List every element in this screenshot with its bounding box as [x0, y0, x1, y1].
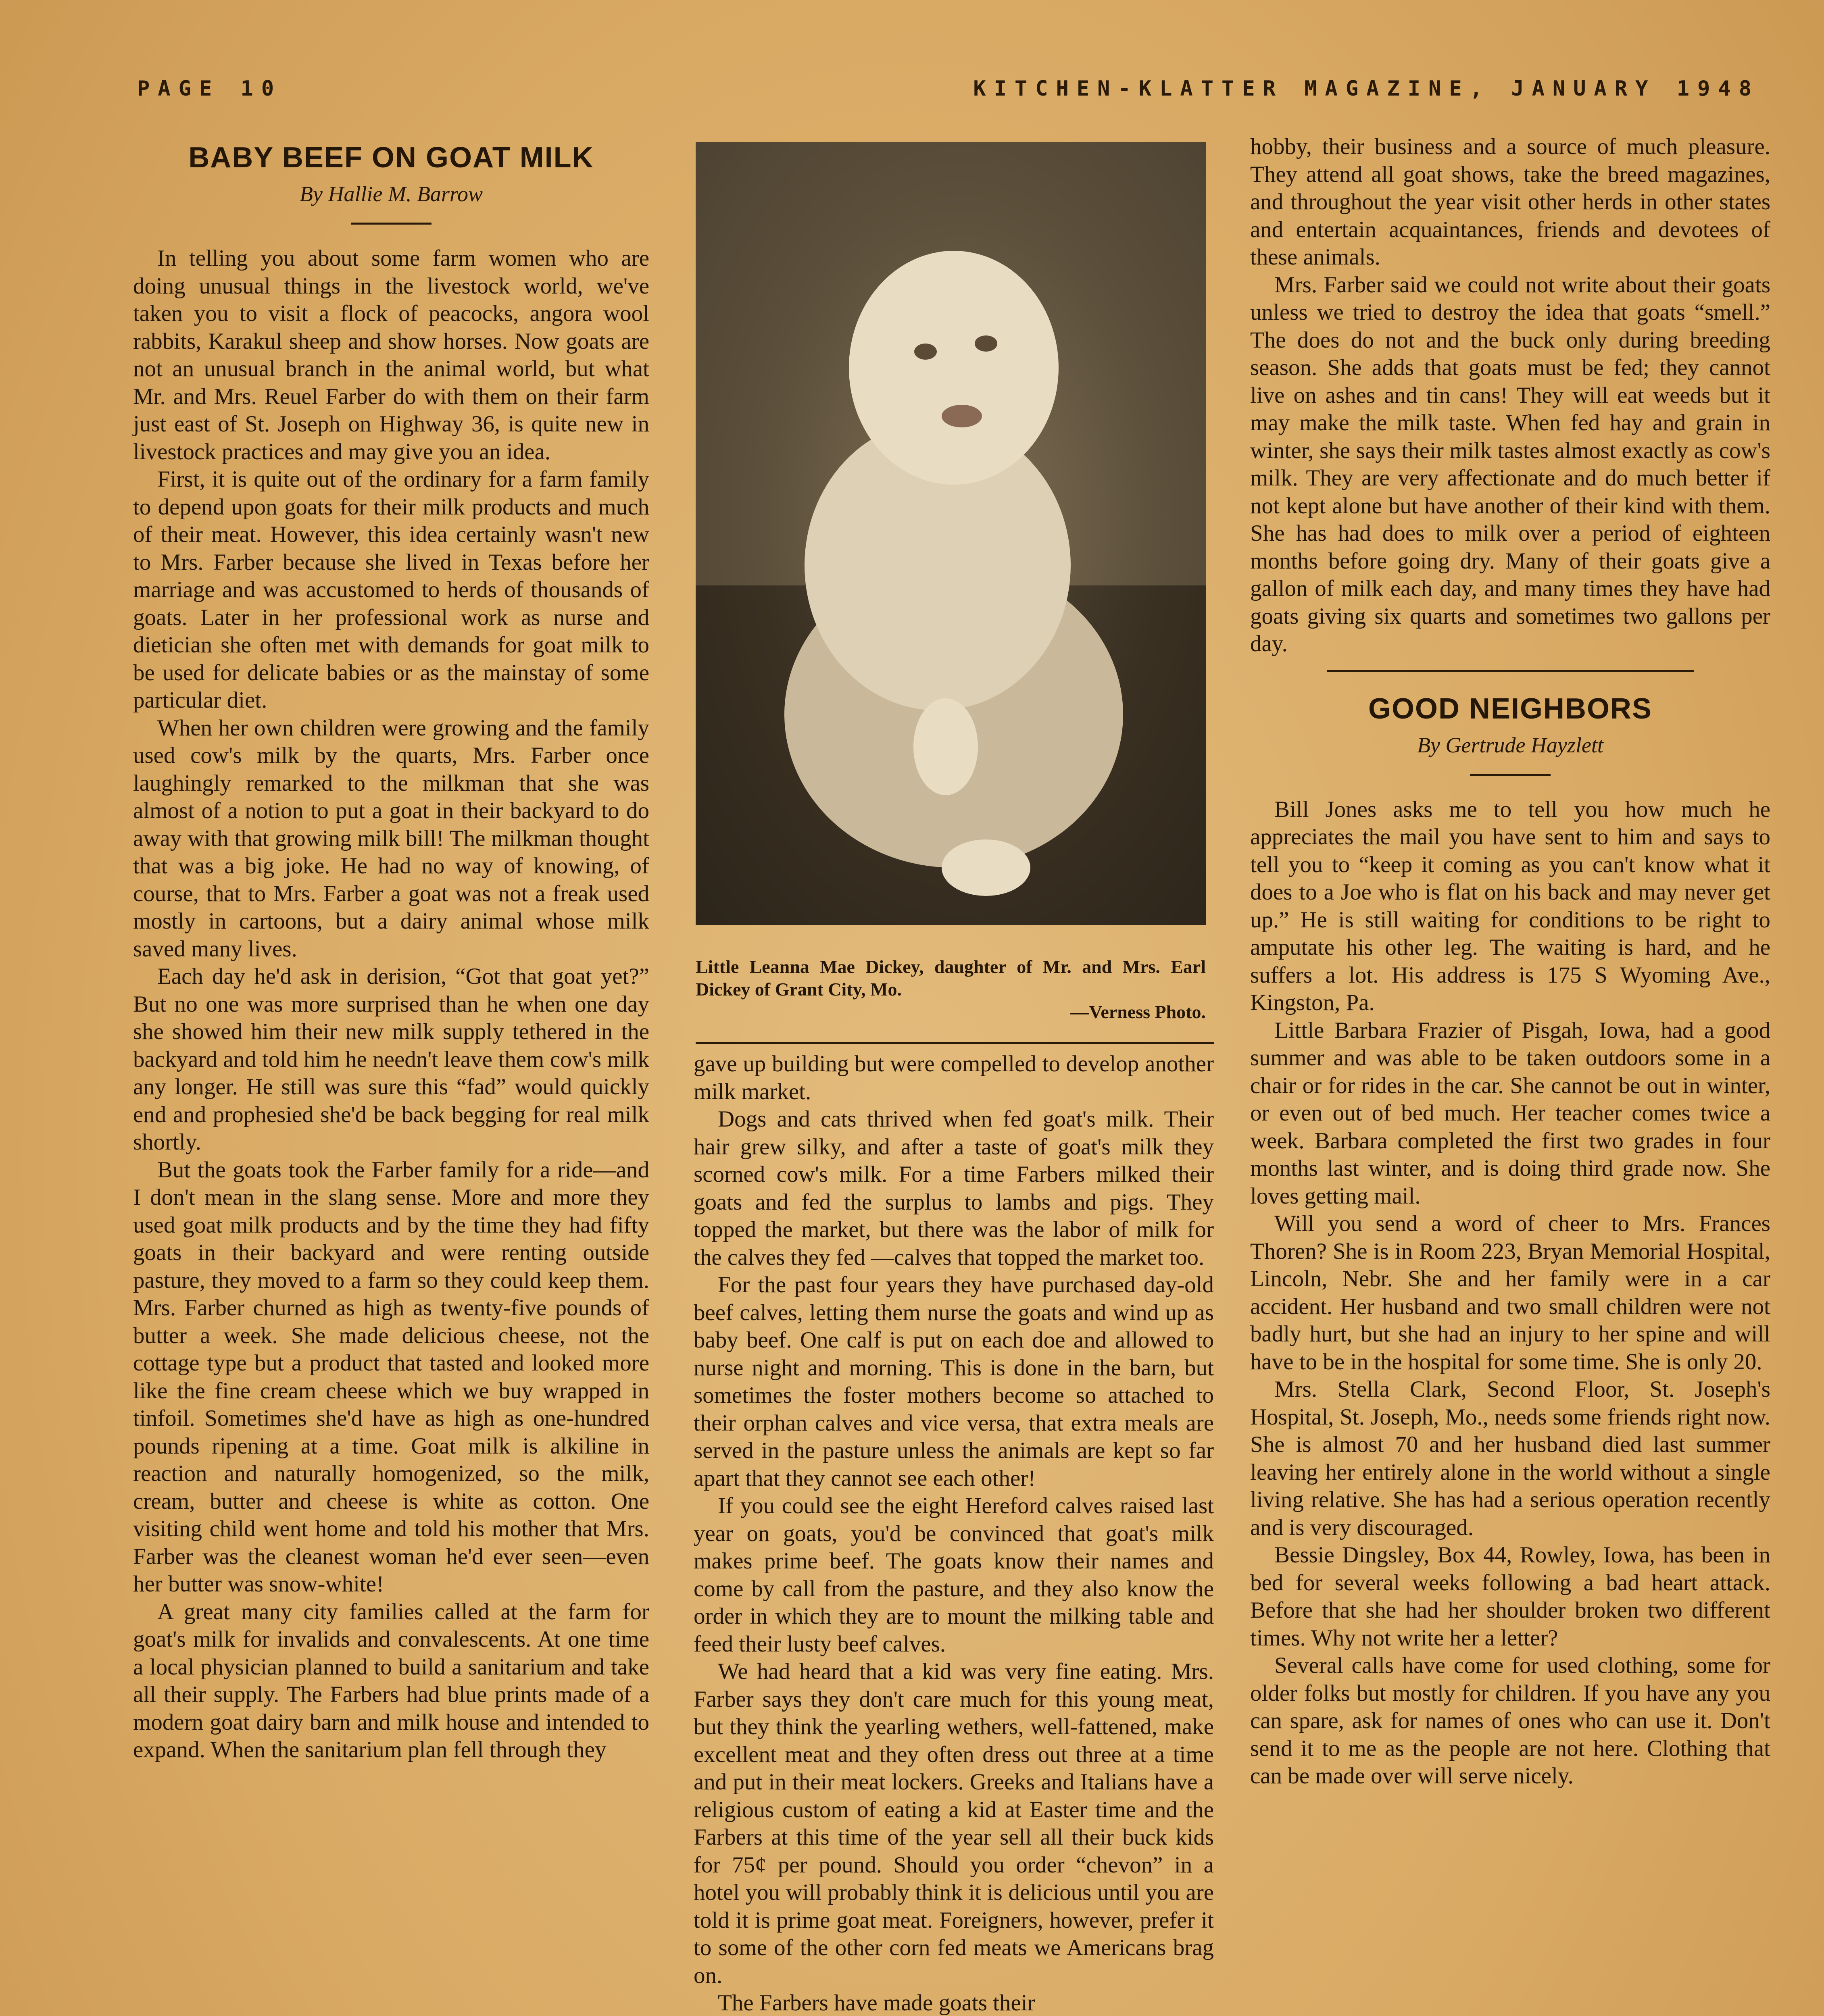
baby-photo	[696, 142, 1206, 925]
paragraph: Each day he'd ask in derision, “Got that goat yet?” But no one was more surprised than he when one day she showed him their new milk supply tethered in the backyard and told him he needn't leave them cow's milk any longer. He still was sure this “fad” would quickly end and prophesied she'd be back begging for real milk shortly.	[133, 964, 649, 1155]
paragraph: gave up building but were compelled to develop another milk market.	[694, 1051, 1214, 1104]
paragraph: hobby, their business and a source of much pleasure. They attend all goat shows, take the breed magazines, and throughout the year visit other herds in other states and entertain acquaintances, friends and devotees of these animals.	[1250, 134, 1770, 270]
magazine-title: KITCHEN-KLATTER MAGAZINE, JANUARY 1948	[973, 77, 1759, 101]
baby-photo-illustration	[696, 142, 1206, 925]
paragraph: In telling you about some farm women who are doing unusual things in the livestock world, we've taken you to visit a flock of peacocks, angora wool rabbits, Karakul sheep and show horses. Now goats are not an unusual branch in the animal world, but what Mr. and Mrs. Reuel Farber do with them on their farm just east of St. Joseph on Highway 36, is quite new in livestock practices and may give you an idea.	[133, 246, 649, 464]
paragraph: If you could see the eight Hereford calves raised last year on goats, you'd be convinced that goat's milk makes prime beef. The goats know their names and come by call from the pasture, and they also know the order in which they are to mount the milking table and feed their lusty beef calves.	[694, 1493, 1214, 1657]
paragraph: The Farbers have made goats their	[718, 1990, 1035, 2016]
page-header	[137, 77, 1759, 109]
paragraph: Little Barbara Frazier of Pisgah, Iowa, had a good summer and was able to be taken outdoors some in a chair or for rides in the car. She cannot be out in winter, or even out of bed much. Her teacher comes twice a week. Barbara completed the first two grades in four months last winter, and is doing third grade now. She loves getting mail.	[1250, 1017, 1770, 1209]
paragraph: Mrs. Farber said we could not write about their goats unless we tried to destroy the idea that goats “smell.” The does do not and the buck only during breeding season. She adds that goats must be fed; they cannot live on ashes and tin cans! They will eat weeds but it may make the milk taste. When fed hay and grain in winter, she says their milk tastes almost exactly as cow's milk. They are very affectionate and do much better if not kept alone but have another of their kind with them. She has had does to milk over a period of eighteen months before going dry. Many of their goats give a gallon of milk each day, and many times they have had goats giving six quarts and sometimes two gallons per day.	[1250, 272, 1770, 656]
caption-text: Little Leanna Mae Dickey, daughter of Mr. and Mrs. Earl Dickey of Grant City, Mo.	[696, 956, 1206, 1000]
paragraph: We had heard that a kid was very fine eating. Mrs. Farber says they don't care much for this young meat, but they think the yearling wethers, well-fattened, make excellent meat and they often dress out three at a time and put in their meat lockers. Greeks and Italians have a religious custom of eating a kid at Easter time and the Farbers at this time of the year sell all their buck kids for 75¢ per pound. Should you order “chevon” in a hotel you will probably think it is delicious until you are told it is prime goat meat. Foreigners, however, prefer it to some of the other corn fed meats we Americans brag on.	[694, 1659, 1214, 1988]
page-number: PAGE 10	[137, 77, 282, 101]
paragraph: Dogs and cats thrived when fed goat's milk. Their hair grew silky, and after a taste of goat's milk they scorned cow's milk. For a time Farbers milked their goats and fed the surplus to lambs and pigs. They topped the market, but there was the labor of milk for the calves they fed —calves that topped the market too.	[694, 1106, 1214, 1270]
divider	[351, 223, 432, 225]
article-title: GOOD NEIGHBORS	[1368, 692, 1653, 725]
photo-caption	[696, 956, 1206, 1023]
column-3	[1250, 133, 1770, 1790]
photo-credit: —Verness Photo.	[1070, 1002, 1206, 1022]
paragraph: First, it is quite out of the ordinary for a farm family to depend upon goats for their milk products and much of their meat. However, this idea certainly wasn't new to Mrs. Farber because she lived in Texas before her marriage and was accustomed to herds of thousands of goats. Later in her professional work as nurse and dietician she often met with demands for goat milk to be used for delicate babies or as the mainstay of some particular diet.	[133, 467, 649, 713]
column-1	[133, 133, 649, 1764]
article-byline: By Gertrude Hayzlett	[1417, 733, 1603, 757]
paragraph: Will you send a word of cheer to Mrs. Frances Thoren? She is in Room 223, Bryan Memorial Hospital, Lincoln, Nebr. She and her family were in a car accident. Her husband and two small children were not badly hurt, but she had an injury to her spine and will have to be in the hospital for some time. She is only 20.	[1250, 1211, 1770, 1375]
paragraph: A great many city families called at the farm for goat's milk for invalids and convalescents. At one time a local physician planned to build a sanitarium and take all their supply. The Farbers had blue prints made of a modern goat dairy barn and milk house and intended to expand. When the sanitarium plan fell through they	[133, 1599, 649, 1762]
paragraph: But the goats took the Farber family for a ride—and I don't mean in the slang sense. More and more they used goat milk products and by the time they had fifty goats in their backyard and were renting outside pasture, they moved to a farm so they could keep them. Mrs. Farber churned as high as twenty-five pounds of butter a week. She made delicious cheese, not the cottage type but a product that tasted and looked more like the fine cream cheese which we buy wrapped in tinfoil. Sometimes she'd have as high as one-hundred pounds ripening at a time. Goat milk is alkiline in reaction and naturally homogenized, so the milk, cream, butter and cheese is white as cotton. One visiting child went home and told his mother that Mrs. Farber was the cleanest woman he'd ever seen—even her butter was snow-white!	[133, 1157, 649, 1597]
divider	[1327, 670, 1694, 672]
divider	[696, 1042, 1214, 1044]
paragraph: Bessie Dingsley, Box 44, Rowley, Iowa, has been in bed for several weeks following a bad heart attack. Before that she had her shoulder broken two different times. Why not write her a letter?	[1250, 1542, 1770, 1651]
paragraph: For the past four years they have purchased day-old beef calves, letting them nurse the goats and wind up as baby beef. One calf is put on each doe and allowed to nurse night and morning. This is done in the barn, but sometimes the foster mothers become so attached to their orphan calves and vice versa, that extra meals are served in the pasture unless the animals are kept so far apart that they cannot see each other!	[694, 1272, 1214, 1491]
paragraph: Several calls have come for used clothing, some for older folks but mostly for children. If you have any you can spare, ask for names of ones who can use it. Don't send it to me as the people are not here. Clothing that can be made over will serve nicely.	[1250, 1653, 1770, 1789]
article-byline: By Hallie M. Barrow	[300, 182, 483, 206]
article-title: BABY BEEF ON GOAT MILK	[188, 142, 594, 174]
paragraph: Mrs. Stella Clark, Second Floor, St. Joseph's Hospital, St. Joseph, Mo., needs some friends right now. She is almost 70 and her husband died last summer leaving her entirely alone in the world without a single living relative. She has had a serious operation recently and is very discouraged.	[1250, 1377, 1770, 1540]
paragraph: When her own children were growing and the family used cow's milk by the quarts, Mrs. Farber once laughingly remarked to the milkman that she was almost of a notion to put a goat in their backyard to do away with that growing milk bill! The milkman thought that was a big joke. He had no way of knowing, of course, that to Mrs. Farber a goat was not a freak used mostly in cartoons, but a dairy animal whose milk saved many lives.	[133, 715, 649, 962]
divider	[1470, 774, 1551, 776]
column-2	[694, 1050, 1214, 2016]
paragraph: Bill Jones asks me to tell you how much he appreciates the mail you have sent to him and says to tell you to “keep it coming as you can't know what it does to a Joe who is flat on his back and may never get up.” He is still waiting for conditions to be right to amputate his other leg. The waiting is hard, and he suffers a lot. His address is 175 S Wyoming Ave., Kingston, Pa.	[1250, 796, 1770, 1015]
